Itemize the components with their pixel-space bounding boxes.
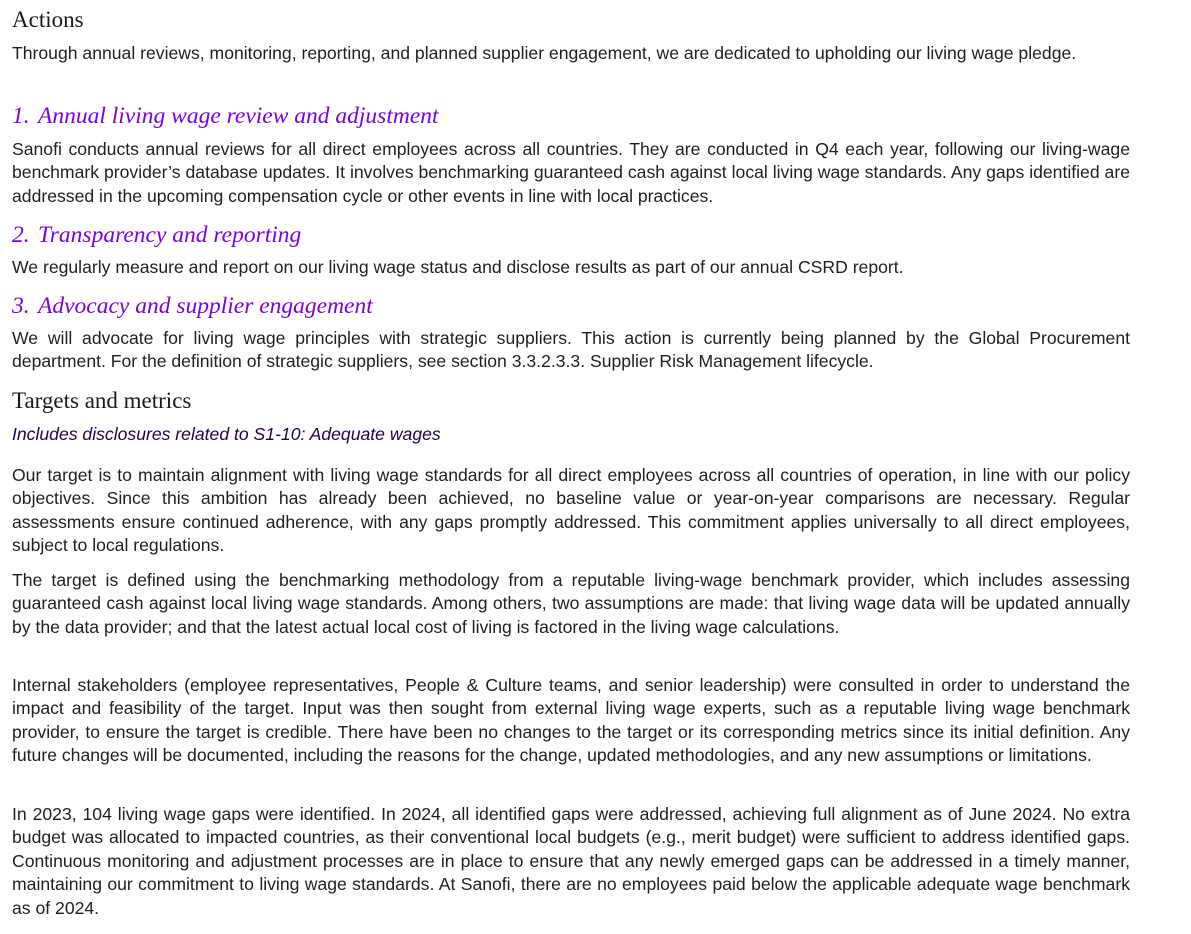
action-3-heading — [12, 292, 1130, 320]
targets-subtitle: Includes disclosures related to S1-10: Adequate wages — [12, 424, 441, 444]
action-2-text: We regularly measure and report on our living wage status and disclose results as part of our annual CSRD report. — [12, 257, 904, 277]
targets-paragraph-4: In 2023, 104 living wage gaps were identified. In 2024, all identified gaps were addressed, achieving full alignment as of June 2024. No extra budget was allocated to impacted countries, as their conventional local budgets (e.g., merit budget) were sufficient to address identified gaps. Continuous monitoring and adjustment processes are in place to ensure that any newly emerged gaps can be addressed in a timely manner, maintaining our commitment to living wage standards. At Sanofi, there are no employees paid below the applicable adequate wage benchmark as of 2024. — [12, 804, 1130, 918]
action-3-title: Advocacy and supplier engagement — [38, 293, 373, 319]
action-2-number: 2. — [12, 222, 30, 248]
action-2-heading — [12, 221, 1130, 249]
actions-heading: Actions — [12, 7, 84, 32]
action-1-number: 1. — [12, 103, 30, 129]
action-3-text: We will advocate for living wage principles with strategic suppliers. This action is currently being planned by the Global Procurement department. For the definition of strategic suppliers, see section 3.3.2.3.3. Supplier Risk Management lifecycle. — [12, 328, 1130, 372]
action-2-title: Transparency and reporting — [38, 222, 302, 248]
action-1-heading — [12, 102, 1130, 130]
targets-paragraph-2: The target is defined using the benchmarking methodology from a reputable living-wage benchmark provider, which includes assessing guaranteed cash against local living wage standards. Among others, two assumptions are made: that living wage data will be updated annually by the data provider; and that the latest actual local cost of living is factored in the living wage calculations. — [12, 570, 1130, 637]
targets-paragraph-3: Internal stakeholders (employee representatives, People & Culture teams, and senior leadership) were consulted in order to understand the impact and feasibility of the target. Input was then sought from external living wage experts, such as a reputable living wage benchmark provider, to ensure the target is credible. There have been no changes to the target or its corresponding metrics since its initial definition. Any future changes will be documented, including the reasons for the change, updated methodologies, and any new assumptions or limitations. — [12, 675, 1130, 766]
actions-intro: Through annual reviews, monitoring, reporting, and planned supplier engagement, we are dedicated to upholding our living wage pledge. — [12, 43, 1077, 63]
action-3-number: 3. — [12, 293, 30, 319]
action-1-title: Annual living wage review and adjustment — [38, 103, 439, 129]
targets-paragraph-1: Our target is to maintain alignment with living wage standards for all direct employees across all countries of operation, in line with our policy objectives. Since this ambition has already been achieved, no baseline value or year-on-year comparisons are necessary. Regular assessments ensure continued adherence, with any gaps promptly addressed. This commitment applies universally to all direct employees, subject to local regulations. — [12, 465, 1130, 556]
action-1-text: Sanofi conducts annual reviews for all direct employees across all countries. They are conducted in Q4 each year, following our living-wage benchmark provider’s database updates. It involves benchmarking guaranteed cash against local living wage standards. Any gaps identified are addressed in the upcoming compensation cycle or other events in line with local practices. — [12, 139, 1130, 206]
targets-heading: Targets and metrics — [12, 388, 192, 413]
